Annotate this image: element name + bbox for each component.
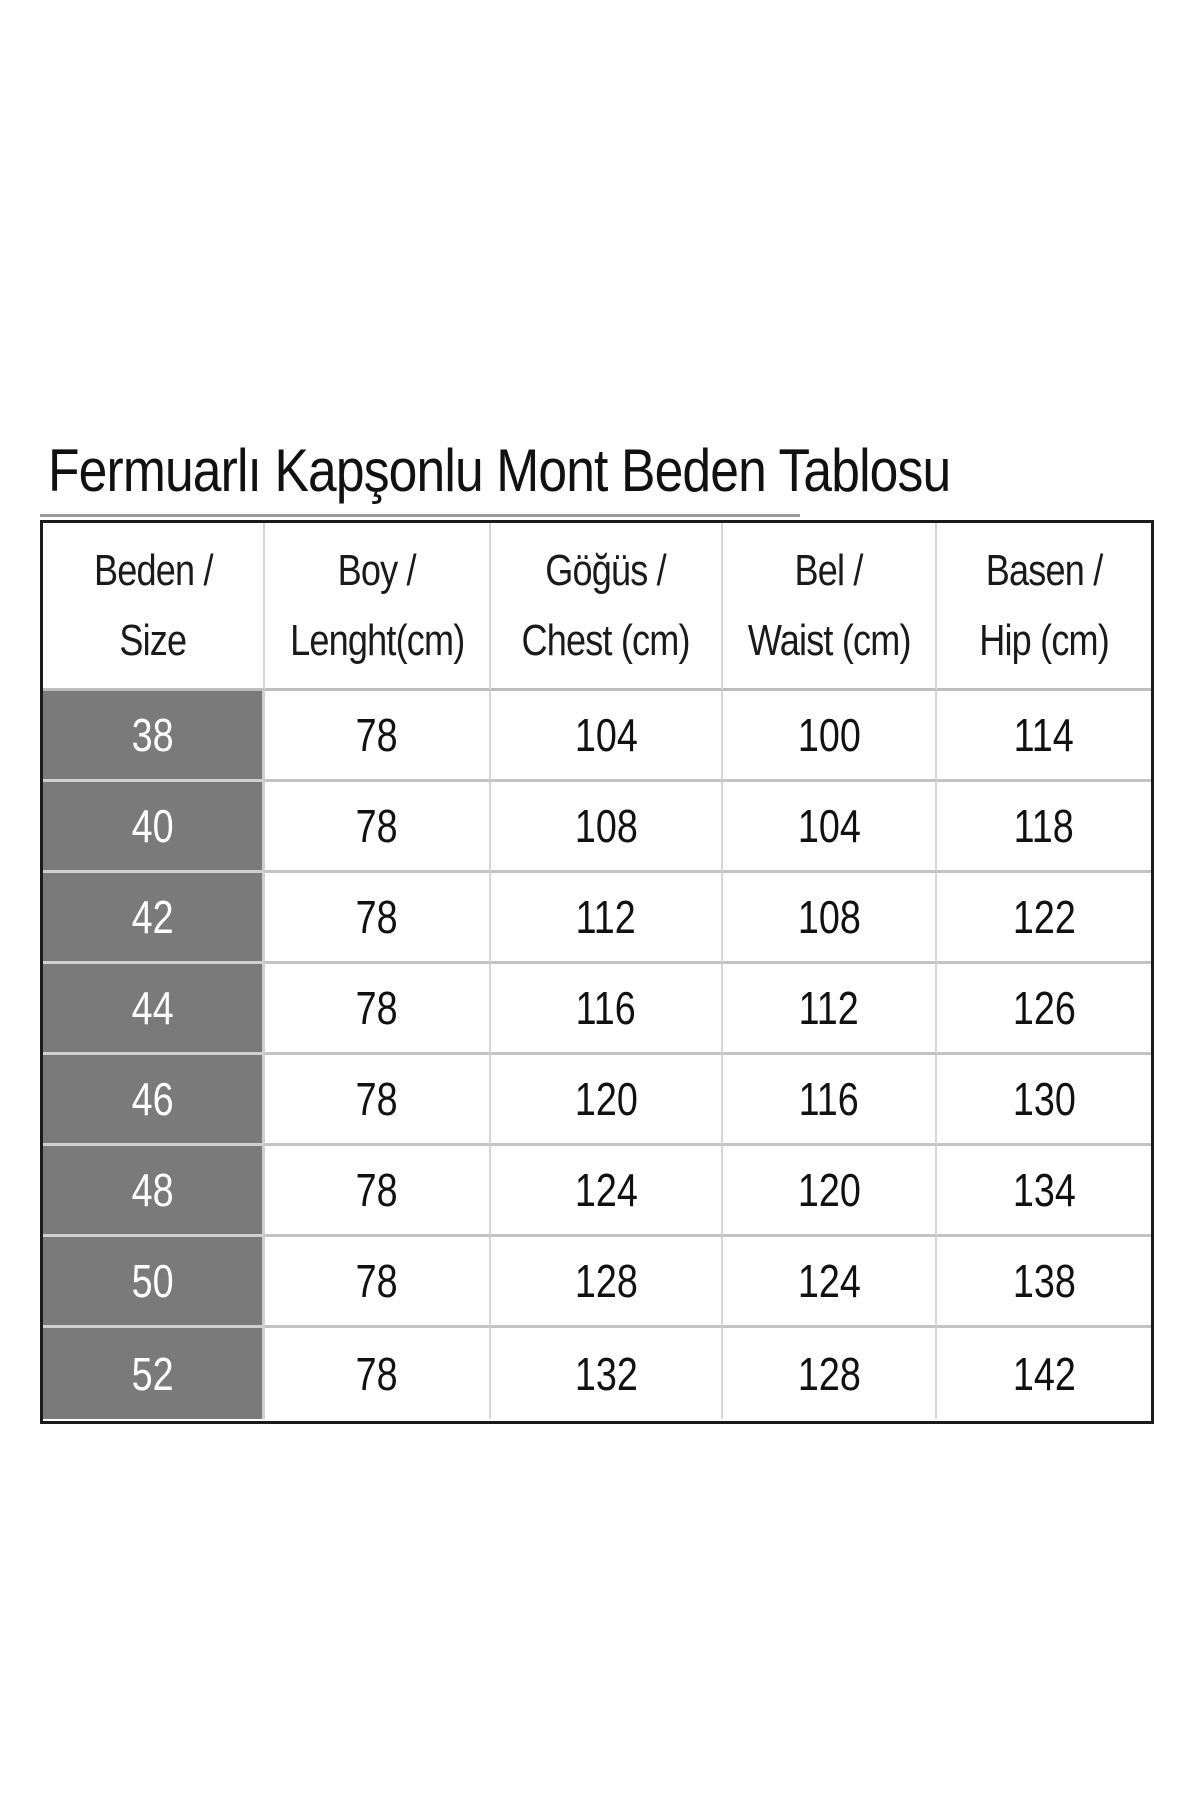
cell-length-value: 78 [356,891,398,943]
cell-waist-value: 108 [797,891,861,943]
cell-size [43,1146,265,1237]
cell-size [43,1237,265,1328]
cell-hip [937,1328,1151,1419]
table-row [43,782,1151,873]
cell-length-value: 78 [356,1255,398,1307]
header-length-line1: Boy / [337,545,417,595]
cell-hip-value: 138 [1012,1255,1076,1307]
cell-chest-value: 128 [574,1255,638,1307]
cell-length-value: 78 [356,982,398,1034]
cell-hip-value: 118 [1013,800,1075,852]
page-title: Fermuarlı Kapşonlu Mont Beden Tablosu [48,437,951,504]
cell-waist [723,691,937,782]
cell-waist-value: 104 [797,800,861,852]
cell-size-value: 44 [131,982,174,1034]
cell-length [265,1055,491,1146]
table-row [43,1237,1151,1328]
table-row [43,1146,1151,1237]
cell-chest-value: 120 [574,1073,638,1125]
cell-hip-value: 126 [1012,982,1076,1034]
header-hip-line2: Hip (cm) [979,615,1109,665]
cell-size-value: 42 [131,891,174,943]
cell-chest-value: 132 [574,1347,638,1400]
cell-waist-value: 124 [797,1255,861,1307]
header-waist-line2: Waist (cm) [747,615,911,665]
cell-size-value: 38 [131,709,174,761]
header-hip [937,523,1151,691]
cell-hip [937,964,1151,1055]
cell-length-value: 78 [356,1073,398,1125]
cell-length [265,1237,491,1328]
cell-hip-value: 122 [1012,891,1076,943]
cell-size [43,964,265,1055]
cell-waist-value: 112 [798,982,860,1034]
cell-chest-value: 124 [574,1164,638,1216]
cell-length [265,782,491,873]
cell-hip-value: 142 [1012,1347,1076,1400]
cell-chest [491,1055,723,1146]
cell-waist [723,782,937,873]
cell-waist [723,1055,937,1146]
cell-chest [491,1237,723,1328]
cell-chest-value: 112 [575,891,637,943]
cell-length-value: 78 [356,1164,398,1216]
table-row [43,964,1151,1055]
cell-chest-value: 116 [575,982,637,1034]
cell-chest [491,964,723,1055]
cell-chest [491,691,723,782]
cell-length [265,1328,491,1419]
cell-chest-value: 104 [574,709,638,761]
cell-hip-value: 130 [1012,1073,1076,1125]
table-row [43,1328,1151,1419]
cell-chest [491,1146,723,1237]
cell-size [43,873,265,964]
cell-hip [937,1146,1151,1237]
cell-size-value: 48 [131,1164,174,1216]
cell-size-value: 52 [131,1347,174,1400]
header-size-line1: Beden / [93,545,213,595]
cell-waist [723,964,937,1055]
cell-hip-value: 134 [1012,1164,1076,1216]
table-row [43,873,1151,964]
cell-hip [937,1237,1151,1328]
header-length-line2: Lenght(cm) [289,615,465,665]
cell-length [265,873,491,964]
cell-size [43,691,265,782]
cell-waist [723,1237,937,1328]
cell-waist [723,1328,937,1419]
cell-size [43,782,265,873]
cell-length-value: 78 [356,709,398,761]
cell-waist-value: 120 [797,1164,861,1216]
cell-size-value: 40 [131,800,174,852]
table-body [43,691,1151,1419]
cell-waist [723,1146,937,1237]
cell-length [265,691,491,782]
cell-chest [491,1328,723,1419]
header-chest-line2: Chest (cm) [521,615,691,665]
header-chest [491,523,723,691]
header-size [43,523,265,691]
table-header [43,523,1151,691]
cell-length [265,964,491,1055]
cell-waist [723,873,937,964]
cell-size [43,1328,265,1419]
title-divider [40,514,800,517]
header-chest-line1: Göğüs / [545,545,667,595]
table-row [43,1055,1151,1146]
cell-waist-value: 100 [797,709,861,761]
cell-length-value: 78 [356,800,398,852]
cell-chest [491,782,723,873]
cell-chest-value: 108 [574,800,638,852]
cell-length-value: 78 [356,1347,398,1400]
cell-waist-value: 128 [797,1347,861,1400]
cell-length [265,1146,491,1237]
cell-hip [937,782,1151,873]
cell-size [43,1055,265,1146]
cell-hip [937,1055,1151,1146]
header-hip-line1: Basen / [985,545,1103,595]
header-waist-line1: Bel / [794,545,864,595]
cell-size-value: 46 [131,1073,174,1125]
header-size-line2: Size [119,615,187,665]
cell-size-value: 50 [131,1255,174,1307]
size-chart-table [40,520,1154,1424]
cell-hip [937,873,1151,964]
header-length [265,523,491,691]
cell-hip [937,691,1151,782]
cell-chest [491,873,723,964]
header-waist [723,523,937,691]
table-row [43,691,1151,782]
cell-hip-value: 114 [1013,709,1075,761]
cell-waist-value: 116 [798,1073,860,1125]
